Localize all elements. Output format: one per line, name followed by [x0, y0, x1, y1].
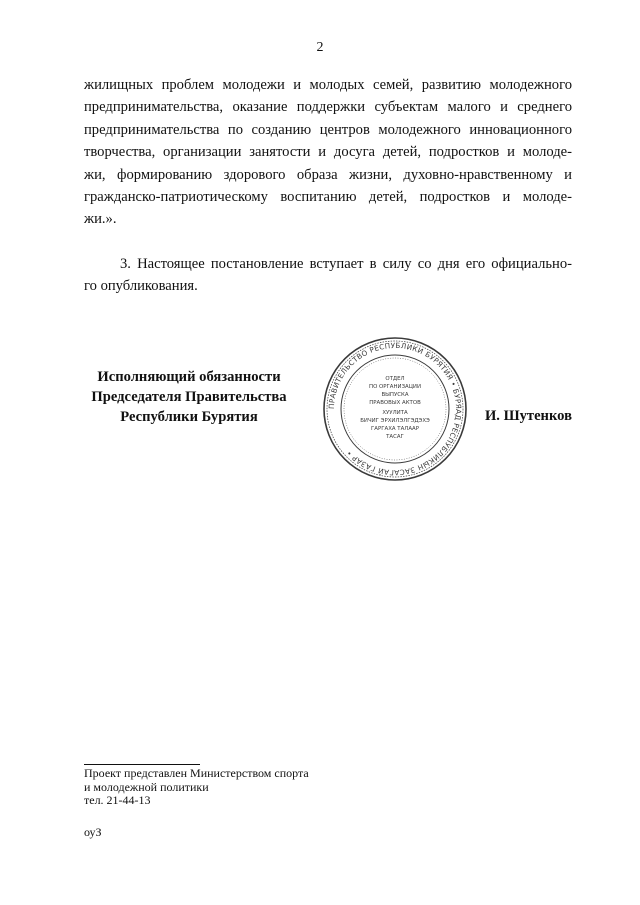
body-line: предпринимательства по созданию центров молодежного инновационного	[84, 121, 572, 138]
seal-rings	[324, 338, 466, 480]
footnote	[84, 767, 309, 808]
footnote-line: тел. 21-44-13	[84, 793, 151, 807]
seal-center-line: ХУУЛИТА	[382, 410, 408, 416]
signature-title	[84, 367, 294, 427]
body-line: жи.».	[84, 211, 117, 228]
body-line: гражданско-патриотическому воспитанию детей, подростков и молоде-	[84, 189, 572, 206]
seal-center-line: ГАРГАХА ТАЛААР	[371, 426, 419, 432]
page-number: 2	[316, 40, 324, 55]
signature-title-line: Республики Бурятия	[120, 409, 258, 425]
signature-title-line: Исполняющий обязанности	[97, 369, 281, 385]
body-line: жи, формированию здорового образа жизни, духовно-нравственному и	[84, 166, 572, 183]
body-text	[84, 74, 572, 298]
body-line: го опубликования.	[84, 278, 198, 295]
official-seal	[322, 336, 468, 482]
seal-center-line: ВЫПУСКА	[381, 392, 409, 398]
body-line: предпринимательства, оказание поддержки субъектам малого и среднего	[84, 99, 572, 116]
seal-center-text	[360, 376, 430, 440]
seal-center-line: ПРАВОВЫХ АКТОВ	[369, 400, 421, 406]
footnote-line: и молодежной политики	[84, 779, 209, 794]
footnote-line: Проект представлен Министерством спорта	[84, 766, 309, 780]
seal-center-line: ТАСАГ	[386, 434, 404, 440]
seal-center-line: ОТДЕЛ	[385, 376, 405, 382]
body-line: жилищных проблем молодежи и молодых семей, развитию молодежного	[84, 77, 572, 93]
signature-name: И. Шутенков	[484, 408, 572, 424]
seal-center-line: ПО ОРГАНИЗАЦИИ	[369, 384, 421, 390]
document-code: оуЗ	[84, 825, 102, 839]
seal-center-line: БИЧИГ ЭРХИЛЭЛГЭДЭХЭ	[360, 418, 430, 424]
footnote-rule	[84, 764, 200, 765]
body-line: творчества, организации занятости и досуга детей, подростков и молоде-	[84, 144, 572, 161]
body-line: 3. Настоящее постановление вступает в силу со дня его официально-	[120, 255, 572, 272]
signature-title-line: Председателя Правительства	[91, 389, 287, 405]
seal-ring-text: ПРАВИТЕЛЬСТВО РЕСПУБЛИКИ БУРЯТИЯ • БУРЯАД РЕСПУБЛИКЫН ЗАСАГАЙ ГАЗАР •	[326, 340, 464, 478]
